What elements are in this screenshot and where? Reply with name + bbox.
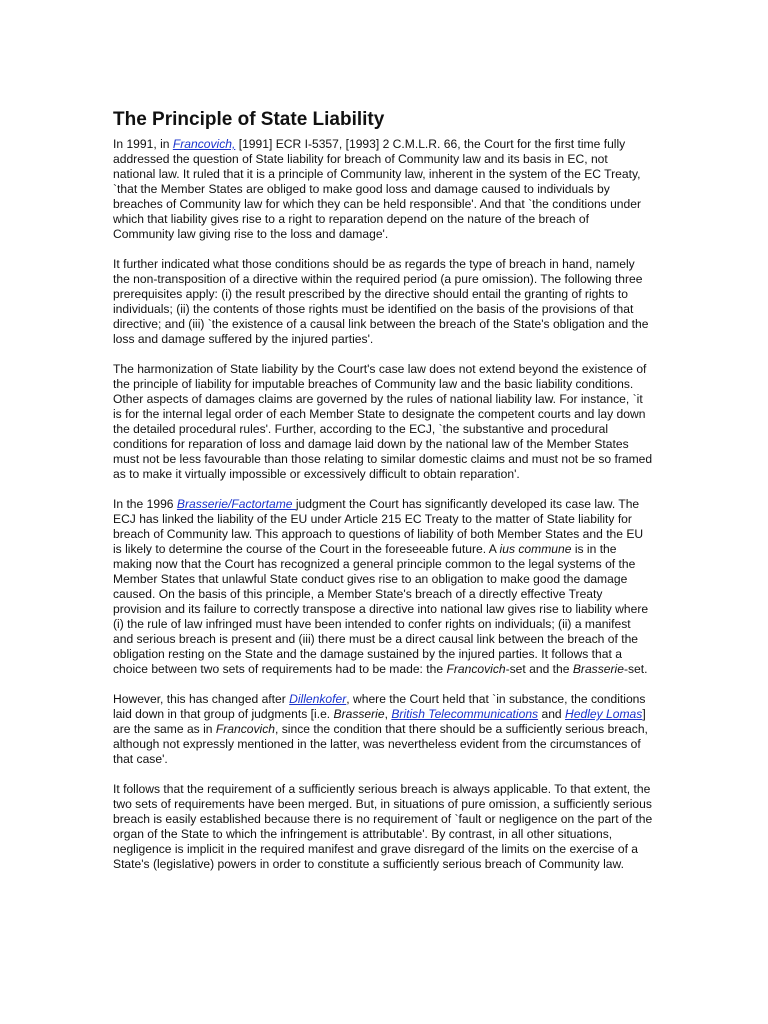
text: ] are the same as in [113, 707, 646, 736]
link-dillenkofer[interactable]: Dillenkofer [289, 692, 347, 706]
text: and [538, 707, 566, 721]
italic-term: Francovich [446, 662, 506, 676]
text: However, this has changed after [113, 692, 290, 706]
paragraph-6: It follows that the requirement of a sufficiently serious breach is always applicable. To that extent, the two sets of requirements have been merged. But, in situations of pure omission, a sufficiently serious breach is easily established because there is no requirement of `fault or negligence on the part of the organ of the State to which the infringement is attributable'. By contrast, in all other situations, negligence is implicit in the required manifest and grave disregard of the limits on the exercise of a State's (legislative) powers in order to constitute a sufficiently serious breach of Community law. [113, 782, 653, 871]
text: is in the making now that the Court has recognized a general principle common to the legal systems of the Member States that unlawful State conduct gives rise to an obligation to make good the damage caused. On the basis of this principle, a Member State's breach of a directly effective Treaty provision and its failure to correctly transpose a directive into national law gives rise to liability where (i) the rule of law infringed must have been intended to confer rights on individuals; (ii) a manifest and serious breach is present and (iii) there must be a direct causal link between the breach of the obligation resting on the State and the damage sustained by the injured parties. It follows that a choice between two sets of requirements had to be made: the [113, 542, 649, 676]
text: In the 1996 [113, 497, 177, 511]
link-brasserie-factortame[interactable]: Brasserie/Factortame [176, 497, 296, 511]
italic-term: Francovich [215, 722, 276, 736]
text: , where the Court held that `in substance, the conditions laid down in that group of judgments [i.e. [113, 692, 646, 721]
paragraph-3: The harmonization of State liability by the Court's case law does not extend beyond the existence of the principle of liability for imputable breaches of Community law and the basic liability conditions. Other aspects of damages claims are governed by the rules of national liability law. For instance, `it is for the internal legal order of each Member State to designate the competent courts and lay down the detailed procedural rules'. Further, according to the ECJ, `the substantive and procedural conditions for reparation of loss and damage laid down by the national law of the Member States must not be less favourable than those relating to similar domestic claims and must not be so framed as to make it virtually impossible or excessively difficult to obtain reparation'. [113, 362, 653, 481]
text: -set and the [505, 662, 573, 676]
link-british-telecommunications[interactable]: British Telecommunications [391, 707, 539, 721]
text: -set. [623, 662, 648, 676]
paragraph-1 [113, 137, 653, 242]
text: [1991] ECR I-5357, [1993] 2 C.M.L.R. 66, the Court for the first time fully addressed the question of State liability for breach of Community law and its basis in EC, not national law. It ruled that it is a principle of Community law, inherent in the system of the EC Treaty, `that the Member States are obliged to make good loss and damage caused to individuals by breaches of Community law for which they can be held responsible'. And that `the conditions under which that liability gives rise to a right to reparation depend on the nature of the breach of Community law giving rise to the loss and damage'. [113, 137, 642, 241]
text: In 1991, in [113, 137, 173, 151]
text: judgment the Court has significantly developed its case law. The ECJ has linked the liability of the EU under Article 215 EC Treaty to the matter of State liability for breach of Community law. This approach to questions of liability of both Member States and the EU is likely to determine the course of the Court in the foreseeable future. A [113, 497, 644, 556]
paragraph-5 [113, 692, 653, 767]
page-title: The Principle of State Liability [113, 109, 385, 130]
link-francovich[interactable]: Francovich, [172, 137, 236, 151]
italic-term: Brasserie [572, 662, 624, 676]
text: , since the condition that there should be a sufficiently serious breach, although not expressly mentioned in the latter, was nevertheless evident from the circumstances of that case'. [113, 722, 648, 766]
link-hedley-lomas[interactable]: Hedley Lomas [565, 707, 643, 721]
italic-term: ius commune [499, 542, 572, 556]
document-page [113, 108, 653, 887]
italic-term: Brasserie [333, 707, 385, 721]
paragraph-4 [113, 497, 653, 677]
paragraph-2: It further indicated what those conditions should be as regards the type of breach in hand, namely the non-transposition of a directive within the required period (a pure omission). The following three prerequisites apply: (i) the result prescribed by the directive should entail the granting of rights to individuals; (ii) the contents of those rights must be identified on the basis of the provisions of that directive; and (iii) `the existence of a causal link between the breach of the State's obligation and the loss and damage suffered by the injured parties'. [113, 257, 649, 346]
text: , [384, 707, 392, 721]
